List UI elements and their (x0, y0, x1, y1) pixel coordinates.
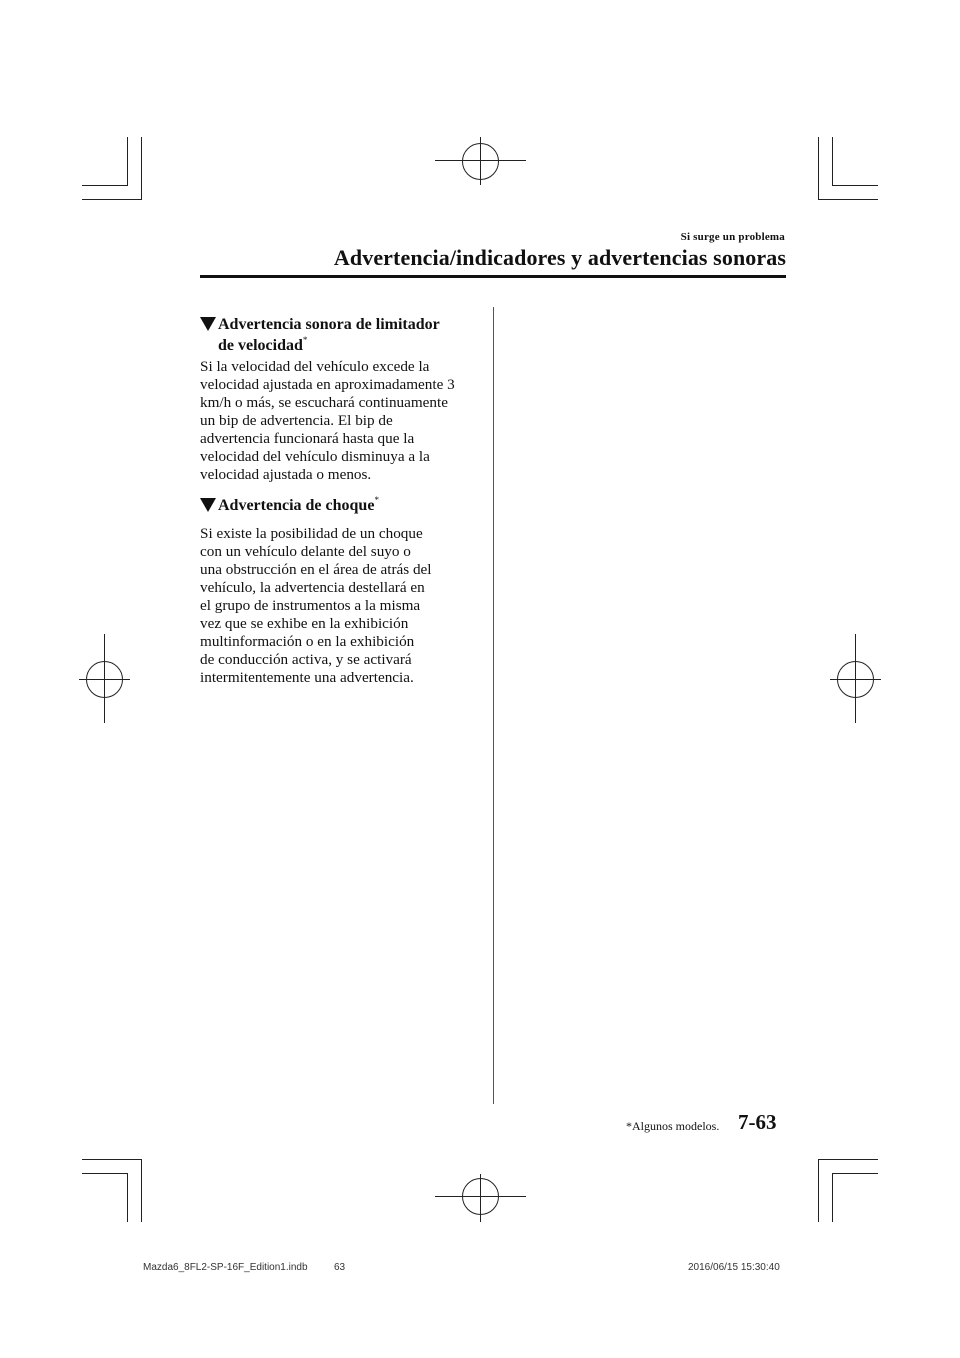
column-divider (493, 307, 494, 1104)
body-line: vez que se exhibe en la exhibición (200, 615, 409, 632)
body-line: velocidad del vehículo disminuya a la (200, 448, 430, 465)
print-file-name: Mazda6_8FL2-SP-16F_Edition1.indb (143, 1262, 308, 1273)
body-line: de conducción activa, y se activará (200, 651, 412, 668)
print-timestamp: 2016/06/15 15:30:40 (688, 1262, 780, 1273)
heading-line: de velocidad* (218, 335, 308, 354)
body-line: intermitentemente una advertencia. (200, 669, 414, 686)
body-line: velocidad ajustada en aproximadamente 3 (200, 376, 455, 393)
section-heading-speed-limiter (200, 314, 480, 356)
section-label: Si surge un problema (680, 231, 785, 243)
body-line: velocidad ajustada o menos. (200, 466, 372, 483)
footnote-marker: * (374, 495, 379, 505)
body-line: el grupo de instrumentos a la misma (200, 597, 421, 614)
triangle-bullet-icon (200, 498, 216, 512)
body-line: vehículo, la advertencia destellará en (200, 579, 425, 596)
body-line: una obstrucción en el área de atrás del (200, 561, 432, 578)
heading-line: Advertencia de choque* (218, 495, 379, 514)
footnote-text: *Algunos modelos. (626, 1119, 720, 1133)
footnote-marker: * (302, 335, 308, 345)
body-line: Si existe la posibilidad de un choque (200, 525, 423, 542)
page-number: 7-63 (738, 1110, 777, 1134)
body-line: con un vehículo delante del suyo o (200, 543, 411, 560)
body-line: Si la velocidad del vehículo excede la (200, 358, 430, 375)
heading-line: Advertencia sonora de limitador (218, 316, 440, 333)
body-line: advertencia funcionará hasta que la (200, 430, 415, 447)
body-line: un bip de advertencia. El bip de (200, 412, 393, 429)
page-title: Advertencia/indicadores y advertencias sonoras (333, 245, 786, 270)
print-page: 63 (334, 1262, 346, 1273)
header-rule (200, 275, 786, 278)
triangle-bullet-icon (200, 317, 216, 331)
body-line: km/h o más, se escuchará continuamente (200, 394, 448, 411)
section-heading-collision-warning (200, 495, 480, 516)
body-line: multinformación o en la exhibición (200, 633, 415, 650)
